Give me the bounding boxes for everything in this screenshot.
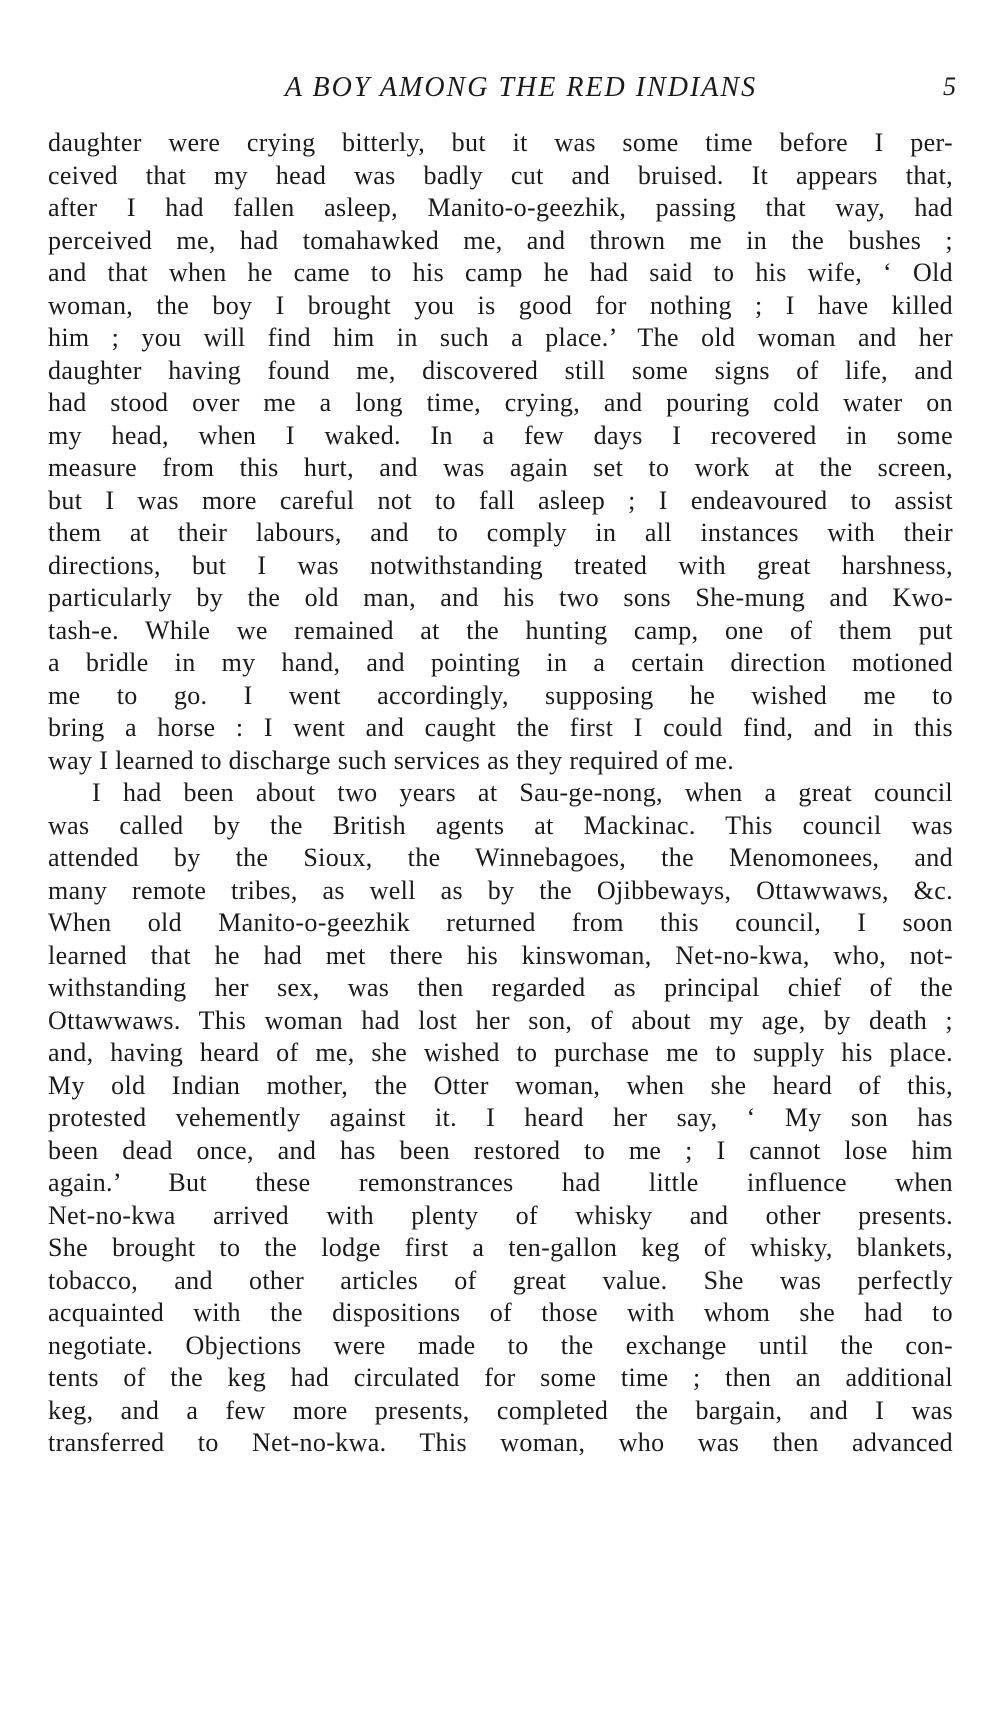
text-line: again.’ But these remonstrances had little influence when [48,1168,953,1197]
text-line: tobacco, and other articles of great value. She was perfectly [48,1265,953,1295]
text-line: way I learned to discharge such services as they required of me. [48,745,735,775]
text-line: ceived that my head was badly cut and bruised. It appears that, [48,160,953,190]
text-line: been dead once, and has been restored to me ; I cannot lose him [48,1135,953,1165]
text-line: woman, the boy I brought you is good for nothing ; I have killed [48,290,953,320]
text-line: keg, and a few more presents, completed the bargain, and I was [48,1395,953,1425]
text-line: bring a horse : I went and caught the first I could find, and in this [48,713,953,742]
text-line: daughter were crying bitterly, but it was some time before I per- [48,128,953,157]
text-line: but I was more careful not to fall asleep ; I endeavoured to assist [48,485,953,515]
text-line: them at their labours, and to comply in all instances with their [48,518,953,547]
text-line: transferred to Net-no-kwa. This woman, who was then advanced [48,1428,953,1457]
text-line: a bridle in my hand, and pointing in a certain direction motioned [48,648,953,677]
text-line: protested vehemently against it. I heard her say, ‘ My son has [48,1103,953,1132]
paragraph [48,127,953,777]
text-line: me to go. I went accordingly, supposing he wished me to [48,680,953,710]
text-line: She brought to the lodge first a ten-gallon keg of whisky, blankets, [48,1233,953,1262]
text-line: him ; you will find him in such a place.’ The old woman and her [48,323,953,352]
text-line: learned that he had met there his kinswoman, Net-no-kwa, who, not- [48,940,953,970]
text-line: tents of the keg had circulated for some time ; then an additional [48,1363,953,1392]
text-line: I had been about two years at Sau-ge-nong, when a great council [92,778,953,807]
text-line: my head, when I waked. In a few days I recovered in some [48,420,953,450]
text-line: measure from this hurt, and was again set to work at the screen, [48,453,953,482]
body-text [48,127,953,1460]
text-line: Net-no-kwa arrived with plenty of whisky and other presents. [48,1200,953,1230]
paragraph [48,777,953,1460]
text-line: When old Manito-o-geezhik returned from this council, I soon [48,908,953,937]
page-header [46,72,956,112]
text-line: and, having heard of me, she wished to purchase me to supply his place. [48,1038,953,1067]
text-line: many remote tribes, as well as by the Ojibbeways, Ottawwaws, &c. [48,875,953,905]
text-line: and that when he came to his camp he had said to his wife, ‘ Old [48,258,953,287]
text-line: negotiate. Objections were made to the exchange until the con- [48,1330,953,1360]
text-line: acquainted with the dispositions of those with whom she had to [48,1298,953,1327]
running-title: A BOY AMONG THE RED INDIANS [284,72,758,103]
text-line: My old Indian mother, the Otter woman, when she heard of this, [48,1070,953,1100]
text-line: had stood over me a long time, crying, and pouring cold water on [48,388,953,417]
page-number: 5 [943,72,956,101]
text-line: attended by the Sioux, the Winnebagoes, the Menomonees, and [48,843,953,872]
text-line: withstanding her sex, was then regarded as principal chief of the [48,973,953,1002]
text-line: daughter having found me, discovered still some signs of life, and [48,355,953,385]
text-line: perceived me, had tomahawked me, and thrown me in the bushes ; [48,225,953,255]
text-line: was called by the British agents at Mackinac. This council was [48,810,953,840]
text-line: directions, but I was notwithstanding treated with great harshness, [48,550,953,580]
text-line: tash-e. While we remained at the hunting camp, one of them put [48,615,953,645]
text-line: after I had fallen asleep, Manito-o-geezhik, passing that way, had [48,193,953,222]
text-line: Ottawwaws. This woman had lost her son, of about my age, by death ; [48,1005,953,1035]
text-line: particularly by the old man, and his two sons She-mung and Kwo- [48,583,953,612]
